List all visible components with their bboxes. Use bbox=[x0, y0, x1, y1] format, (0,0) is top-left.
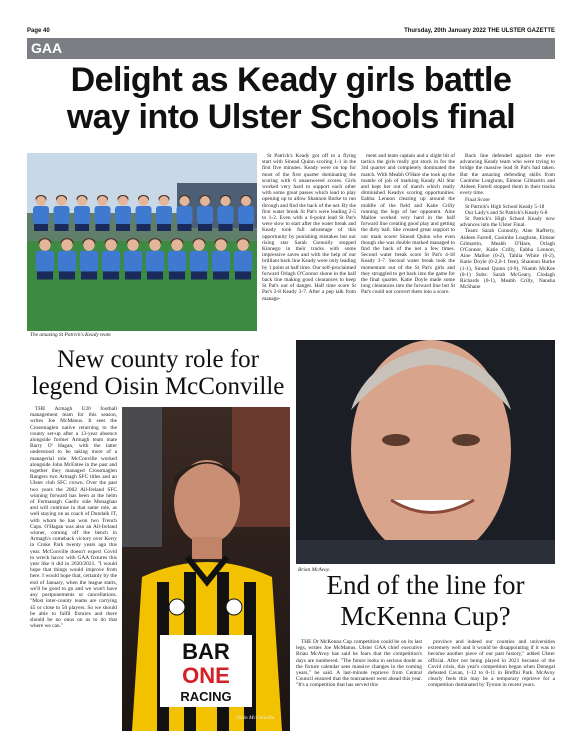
oisin-mcconville-photo bbox=[122, 407, 290, 731]
headline-line-1: Delight as Keady girls battle bbox=[70, 61, 512, 99]
jersey-text-racing: RACING bbox=[180, 689, 232, 704]
date-publication: Thursday, 20th January 2022 THE ULSTER GAZETTE bbox=[404, 28, 555, 34]
story1-col1: St Patrick's Keady got off to a flying start with Sinead Quinn scoring 1-1 in the first five minutes. Keady were on top for most of the first quarter dominating the scoring with 6 unanswered scores. Girls worked very hard to support each other with some great passes which lead to play opening up to allow Shannon Burke to run through and find the back of the net. By the first water break St Pat's were leading 2-5 to 1-2. Even with a 6-point lead St Pat's were slow to start after the water break and Keady took full advantage of this opportunity by punishing mistakes but our rising star Sarah Connolly stopped Kinnego in their tracks with some impressive saves and with the help of our brilliant back line Keady were only leading by 1 point at half time. Our self-proclaimed forward Orlagh O'Connor shone in the half back line making good clearances to keep St Pat's out of danger. Half time score St Pat's 2-8 Keady 3-7. After a pep talk from manage- bbox=[262, 153, 356, 302]
jersey-text-bar: BAR bbox=[182, 639, 230, 664]
brian-photo-caption: Brian McAvoy. bbox=[298, 567, 331, 573]
headline-line-2: way into Ulster Schools final bbox=[66, 98, 516, 136]
score-line-1: St Patrick's High School Keady 5-18 bbox=[465, 203, 545, 210]
brian-mcavoy-photo bbox=[296, 340, 555, 564]
section-bar: GAA bbox=[27, 38, 555, 59]
story1-col3: Back line defended against the ever advancing Keady team who were trying to bridge the massive lead St Pat's had taken. But the amazing defending skills from Caoimhe Loughran, Eimear Gilmartin and Aideen Farrell stopped them in their tracks every time. Final Score St Patrick's High School Keady 5-18 Our Lady's and St Patrick's Keady 6-8 St Patrick's High School Keady now advances into the Ulster Final. Team: Sarah Connolly, Aine Rafferty, Aideen Farrell, Caoimhe Loughran, Eimear Gilmartin, Meabh O'Hare, Orlagh O'Connor, Katie Crilly, Eabha Lennon, Aine Malloe (0-2), Tahlia White (0-2), Katie Doyle (0-2,0-1 free), Shannon Burke (1-1), Sinead Quinn (4-9), Niamh McKee (0-1) Subs: Sarah McGeary, Clodagh Richards (0-1), Meabh Crilly, Nansha McShane bbox=[460, 153, 555, 291]
story2-headline: New county role for legend Oisin McConville bbox=[31, 346, 285, 400]
story1-col2: ment and team captain and a slight bit of tactics the girls really got stuck in for the 3rd quarter and completely dominated the match. With Meabh O'Hare she took up the mantle of job of marking Keady All Star and kept her out of match which really diminished Keadys scoring opportunities. Eabha Lennon clearing up around the middle of the field and Katie Crilly running the legs of her opponent. Aine Malloe worked very hard in the half forward line creating good play and getting the dirty ball. She created great support to our main scorer Sinead Quinn who even though she was double marked managed to find the back of the net a few times. Second water break score St Pat's 4-18 Keady 3-7. Second water break took the momentum out of the St Pat's girls and they struggled to get back into the game for the final quarter. Katie Doyle made some long clearances into the forward line but St Pat's could not convert them into a score. bbox=[361, 153, 455, 296]
main-headline bbox=[27, 62, 555, 136]
final-score-label: Final Score bbox=[465, 197, 490, 204]
story3-col2: province and indeed our counties and universities extremely well and it would be disappointing if it was to become another piece of our past history," added Ulster official. After not being played in 2021 because of the Covid crisis, this year's competition began when Donegal defeated Cavan, 1-12 to 0-11 in Breffni Park. McAvoy clearly feels this may be a temporary reprieve for a competition dominated by Tyrone in recent years. bbox=[428, 639, 555, 689]
page-number: Page 40 bbox=[27, 28, 50, 34]
story3-col1: THE Dr McKenna Cup competition could be on its last legs, writes Joe McManus. Ulster GAA chief executive Brian McAvoy has said he fears that the competition's days are numbered. "The future looks in serious doubt as the fixture calendar sees massive changes in the coming years," he said. A last-minute reprieve from Central Council ensured that the tournament went ahead this year. "It's a competition that has served this bbox=[296, 639, 422, 689]
team-photo-caption: The amazing St Patrick's Keady team bbox=[30, 332, 111, 338]
team-photo bbox=[27, 153, 257, 331]
oisin-photo-caption: Oisin McConville. bbox=[236, 715, 276, 721]
page-header bbox=[27, 26, 555, 36]
score-line-2: Our Lady's and St Patrick's Keady 6-8 bbox=[465, 209, 548, 216]
jersey-text-one: ONE bbox=[182, 663, 230, 688]
story2-body: THE Armagh U20 football management team for this season, writes Joe McManus. It sees the Crossmaglen native returning to the county set-up after a 13-year absence alongside former Armagh team mate Barry O' Hagan, with the latter understood to be taking more of a managerial role. McConville worked alongside John McEntee in the past and together they managed Crossmaglen Rangers two Armagh SFC titles and an Ulster club SFC crown. Over the past two years the 2002 All-Ireland SFC winning forward has been at the helm of Fermanagh Gaelic side Monaghan and will continue in that same role, as well staying on as coach of Dundalk IT, with whom he has won two Trench Cups. O'Hagan was also an All-Ireland winner, coming off the bench in Armagh's comeback victory over Kerry in Croke Park twenty years ago this year. McConville doesn't expect Covid to wreck havoc with GAA fixtures this year like it did in 2020/2021. "I would hope that things would improve from here. I would hope that, certainly by the end of January, when the league starts, we'll be good to go and we won't have any postponements or cancellations. "Most inter-county teams are carrying 45 or close to 50 players. So we should be able to fulfil fixtures and there should be no onus on us to do that where we can." bbox=[30, 406, 117, 630]
story3-headline: End of the line for McKenna Cup? bbox=[326, 570, 525, 631]
